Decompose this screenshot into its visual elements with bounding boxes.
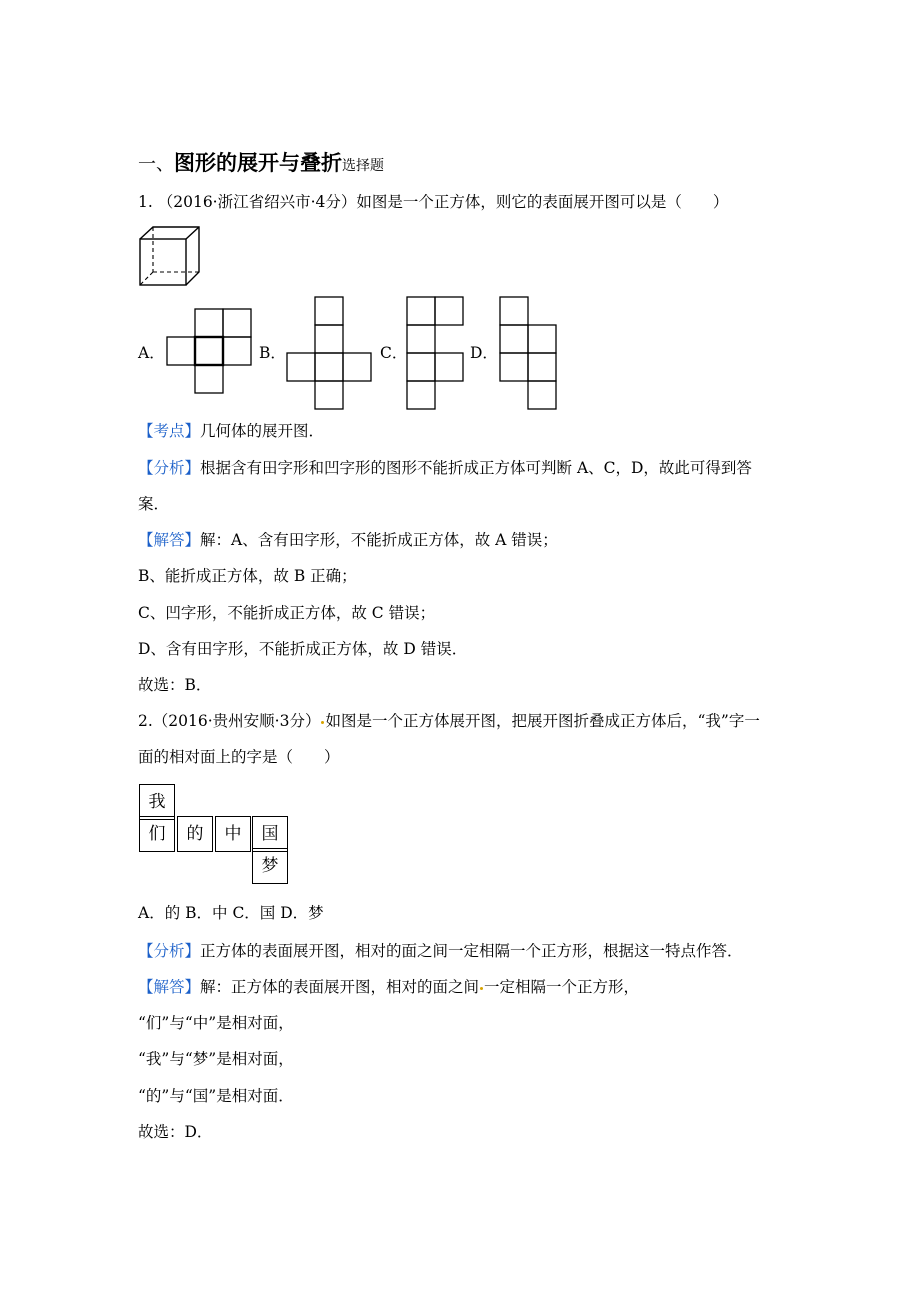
net-cell-men: 们 bbox=[139, 816, 175, 852]
q1-jieda bbox=[138, 530, 558, 550]
q1-fenxi bbox=[138, 458, 752, 478]
q1-jieda-line1: 解：A、含有田字形，不能折成正方体，故 A 错误； bbox=[200, 531, 558, 549]
q1-kaodian-text: 几何体的展开图． bbox=[200, 422, 325, 440]
q2-fenxi bbox=[138, 941, 743, 961]
q1-option-d: D． bbox=[470, 344, 498, 362]
section-prefix: 一、 bbox=[138, 154, 174, 175]
q2-jieda-line1a: 解：正方体的表面展开图，相对的面之间 bbox=[200, 978, 480, 996]
net-cell-wo: 我 bbox=[139, 784, 175, 820]
q2-jieda-line1b: 一定相隔一个正方形， bbox=[484, 978, 640, 996]
q2-jieda-line2: “们”与“中”是相对面， bbox=[138, 1014, 294, 1032]
section-heading bbox=[138, 147, 384, 177]
q2-jieda-line3: “我”与“梦”是相对面， bbox=[138, 1050, 294, 1068]
q1-net-c bbox=[406, 296, 466, 410]
q1-net-d bbox=[499, 296, 559, 410]
q1-option-c: C． bbox=[380, 344, 408, 362]
q1-kaodian bbox=[138, 421, 324, 441]
net-cell-zhong: 中 bbox=[215, 816, 251, 852]
net-cell-de: 的 bbox=[177, 816, 213, 852]
q1-number: 1. bbox=[138, 193, 153, 211]
q1-fenxi-line2: 案． bbox=[138, 495, 170, 513]
q2-jieda bbox=[138, 977, 639, 997]
q1-jieda-line2: B、能折成正方体，故 B 正确； bbox=[138, 567, 357, 585]
q1-net-a bbox=[166, 308, 252, 394]
q1-cube-figure bbox=[139, 226, 203, 286]
q2-stem-line2: 面的相对面上的字是（ ） bbox=[138, 748, 340, 766]
q2-fenxi-text: 正方体的表面展开图，相对的面之间一定相隔一个正方形，根据这一特点作答． bbox=[200, 942, 743, 960]
q2-net-figure bbox=[139, 784, 291, 884]
q2-fenxi-tag: 【分析】 bbox=[138, 942, 201, 960]
q2-jieda-tag: 【解答】 bbox=[138, 978, 201, 996]
q1-stem bbox=[138, 192, 728, 212]
q1-fenxi-line1: 根据含有田字形和凹字形的图形不能折成正方体可判断 A、C，D，故此可得到答 bbox=[200, 459, 752, 477]
q1-jieda-tag: 【解答】 bbox=[138, 531, 201, 549]
q2-stem-line1: 如图是一个正方体展开图，把展开图折叠成正方体后，“我”字一 bbox=[325, 712, 760, 730]
net-cell-guo: 国 bbox=[252, 816, 288, 852]
q1-question: 如图是一个正方体，则它的表面展开图可以是（ ） bbox=[356, 193, 729, 211]
q1-option-b: B． bbox=[259, 344, 286, 362]
q2-source: （2016·贵州安顺·3分） bbox=[152, 712, 321, 730]
net-cell-meng: 梦 bbox=[252, 848, 288, 884]
q2-answer: 故选：D． bbox=[138, 1123, 213, 1141]
q1-kaodian-tag: 【考点】 bbox=[138, 422, 201, 440]
q2-options: A．的 B．中 C．国 D．梦 bbox=[138, 904, 324, 922]
q1-jieda-line3: C、凹字形，不能折成正方体，故 C 错误； bbox=[138, 604, 436, 622]
q1-fenxi-tag: 【分析】 bbox=[138, 459, 201, 477]
q2-number: 2. bbox=[138, 712, 153, 730]
q1-net-b bbox=[286, 296, 373, 410]
q1-option-a: A． bbox=[138, 344, 165, 362]
q2-stem bbox=[138, 711, 760, 731]
section-title: 图形的展开与叠折 bbox=[174, 150, 342, 175]
q1-source: （2016·浙江省绍兴市·4分） bbox=[157, 193, 357, 211]
q1-jieda-line4: D、含有田字形，不能折成正方体，故 D 错误． bbox=[138, 640, 468, 658]
mark-dot bbox=[480, 987, 483, 990]
q2-jieda-line4: “的”与“国”是相对面． bbox=[138, 1087, 294, 1105]
section-subtitle: 选择题 bbox=[342, 158, 384, 174]
q1-answer: 故选：B． bbox=[138, 676, 212, 694]
